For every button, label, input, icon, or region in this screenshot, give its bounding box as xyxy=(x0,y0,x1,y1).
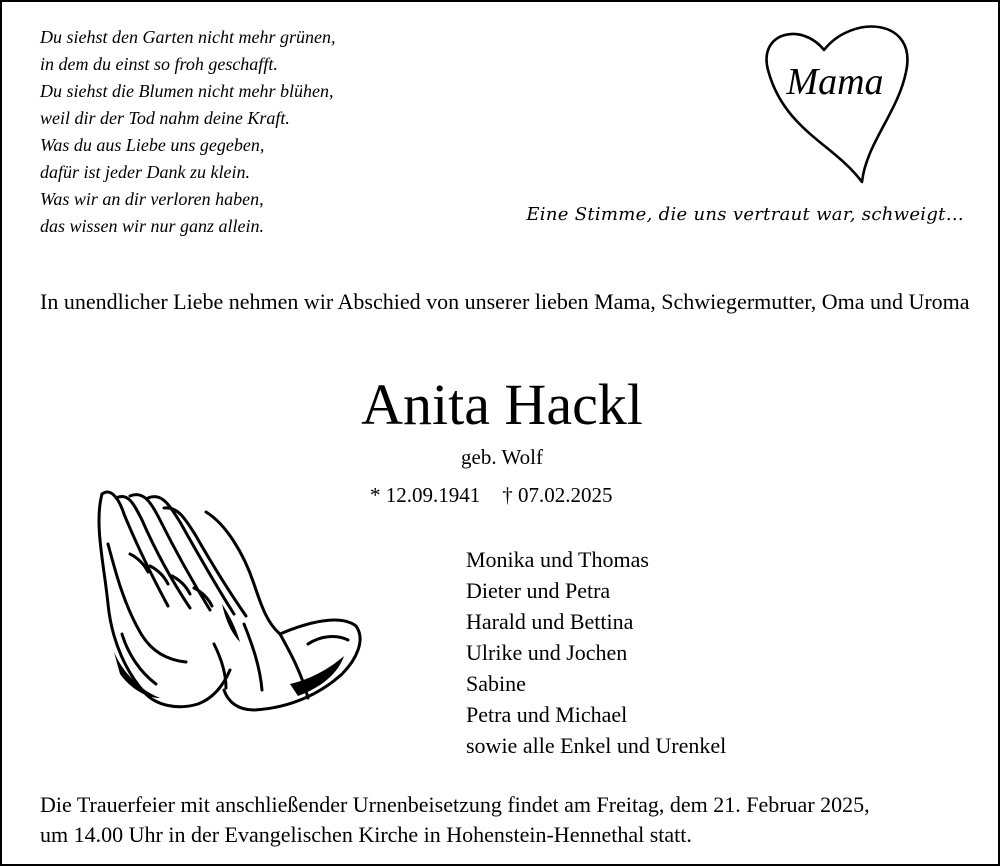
mourner-entry: Petra und Michael xyxy=(466,702,628,727)
poem-line: Du siehst die Blumen nicht mehr blühen, xyxy=(40,81,334,101)
poem xyxy=(40,24,440,240)
quote: Eine Stimme, die uns vertraut war, schweigt… xyxy=(526,204,964,225)
deceased-name: Anita Hackl xyxy=(361,372,643,437)
birth-date: * 12.09.1941 xyxy=(370,483,481,507)
poem-line: Was du aus Liebe uns gegeben, xyxy=(40,135,265,155)
mourner-entry: Sabine xyxy=(466,671,526,696)
poem-line: dafür ist jeder Dank zu klein. xyxy=(40,162,250,182)
poem-line: in dem du einst so froh geschafft. xyxy=(40,54,278,74)
funeral-info xyxy=(40,790,970,850)
poem-line: Was wir an dir verloren haben, xyxy=(40,189,264,209)
mourner-entry: Harald und Bettina xyxy=(466,609,634,634)
mourner-entry: sowie alle Enkel und Urenkel xyxy=(466,733,727,758)
praying-hands-icon xyxy=(94,484,366,714)
mourner-entry: Monika und Thomas xyxy=(466,547,649,572)
poem-line: das wissen wir nur ganz allein. xyxy=(40,216,265,236)
mourner-entry: Dieter und Petra xyxy=(466,578,611,603)
intro-text: In unendlicher Liebe nehmen wir Abschied von unserer lieben Mama, Schwiegermutter, Oma und Uroma xyxy=(40,289,970,314)
poem-line: Du siehst den Garten nicht mehr grünen, xyxy=(40,27,336,47)
life-dates xyxy=(370,480,613,510)
death-date: † 07.02.2025 xyxy=(502,483,613,507)
maiden-name: geb. Wolf xyxy=(461,445,543,469)
mourner-entry: Ulrike und Jochen xyxy=(466,640,628,665)
funeral-info-line: um 14.00 Uhr in der Evangelischen Kirche in Hohenstein-Hennethal statt. xyxy=(40,822,692,847)
funeral-info-line: Die Trauerfeier mit anschließender Urnenbeisetzung findet am Freitag, dem 21. Februar 2025, xyxy=(40,792,870,817)
poem-line: weil dir der Tod nahm deine Kraft. xyxy=(40,108,290,128)
mourners-list xyxy=(466,544,826,761)
heart-word: Mama xyxy=(786,61,884,103)
